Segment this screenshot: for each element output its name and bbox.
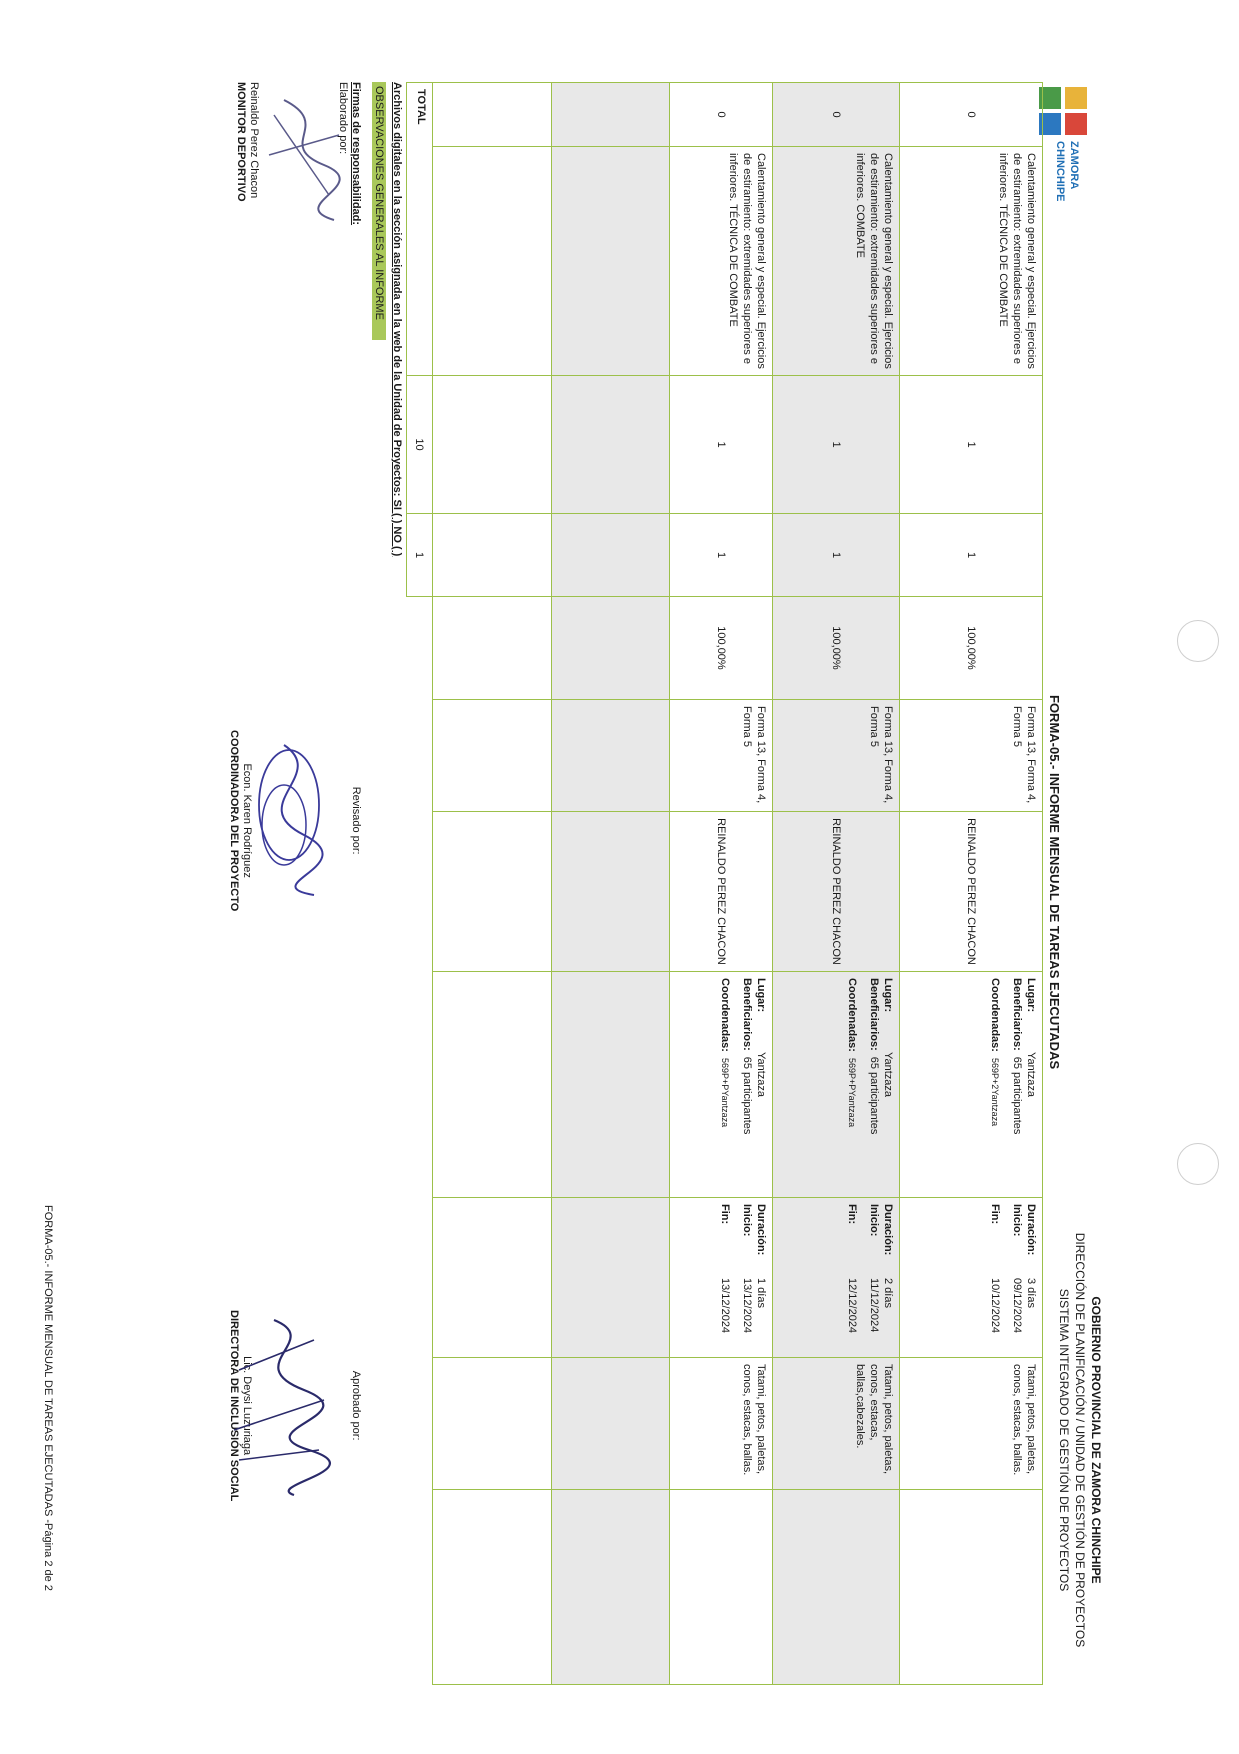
logo-text-top: ZAMORA (1068, 141, 1080, 190)
duracion-label: Duración: (1025, 1204, 1037, 1256)
aprobado-role: DIRECTORA DE INCLUSIÓN SOCIAL (228, 1310, 240, 1502)
forms-cell: Forma 13, Forma 4, Forma 5 (773, 700, 900, 812)
row-index: 0 (900, 83, 1043, 147)
fin-value: 10/12/2024 (989, 1278, 1001, 1334)
inicio-value: 09/12/2024 (1011, 1278, 1023, 1334)
row-index: 0 (773, 83, 900, 147)
inicio-label: Inicio: (868, 1204, 880, 1237)
lugar-value: Yantzaza (755, 1052, 767, 1098)
aprobado-signature-icon (229, 1310, 334, 1500)
forms-cell: Forma 13, Forma 4, Forma 5 (900, 700, 1043, 812)
fin-value: 12/12/2024 (846, 1278, 858, 1334)
executed-cell: 1 (670, 514, 773, 597)
coordenadas-value: 569P+PYantzaza (720, 1057, 730, 1128)
executed-cell: 1 (900, 514, 1043, 597)
fin-label: Fin: (846, 1204, 858, 1225)
lugar-value: Yantzaza (882, 1052, 894, 1098)
table-row-empty (433, 83, 552, 1685)
materials-cell: Tatami, petos, paletas, conos, estacas, ballas. (670, 1358, 773, 1490)
aprobado-label: Aprobado por: (350, 1370, 362, 1441)
activity-cell: Calentamiento general y especial. Ejercicios de estiramiento: extremidades superiores e inferiores. TÉCNICA DE COMBATE (670, 147, 773, 376)
row-index: 0 (670, 83, 773, 147)
location-cell (900, 972, 1043, 1198)
beneficiarios-label: Beneficiarios: (868, 978, 880, 1051)
lugar-label: Lugar: (1025, 978, 1037, 1013)
total-planned: 10 (407, 376, 433, 514)
materials-cell: Tatami, petos, paletas, conos, estacas, ballas. (900, 1358, 1043, 1490)
header-dept: DIRECCIÓN DE PLANIFICACIÓN / UNIDAD DE GESTIÓN DE PROYECTOS (1073, 1232, 1087, 1648)
logo-text-bottom: CHINCHIPE (1054, 141, 1066, 202)
total-label: TOTAL (407, 83, 433, 376)
coordenadas-label: Coordenadas: (719, 978, 731, 1052)
table-row (900, 83, 1043, 1685)
archivos-digitales: Archivos digitales en la sección asignada en la web de la Unidad de Proyectos: SI ( ) NO ( ) (391, 82, 403, 557)
form-title: FORMA-05.- INFORME MENSUAL DE TAREAS EJECUTADAS (1047, 695, 1062, 1070)
header-gov: GOBIERNO PROVINCIAL DE ZAMORA CHINCHIPE (1089, 1296, 1103, 1584)
coordenadas-label: Coordenadas: (846, 978, 858, 1052)
activity-cell: Calentamiento general y especial. Ejercicios de estiramiento: extremidades superiores e inferiores. COMBATE (773, 147, 900, 376)
totals-row (407, 83, 433, 1685)
empty-cell (670, 1490, 773, 1685)
header-system: SISTEMA INTEGRADO DE GESTIÓN DE PROYECTOS (1057, 1288, 1071, 1592)
elaborado-signature-icon (264, 95, 344, 225)
responsible-cell: REINALDO PEREZ CHACON (773, 812, 900, 972)
percent-cell: 100,00% (670, 597, 773, 700)
duracion-label: Duración: (755, 1204, 767, 1256)
inicio-value: 13/12/2024 (741, 1278, 753, 1334)
revisado-signature-icon (239, 735, 334, 905)
inicio-label: Inicio: (741, 1204, 753, 1237)
punch-hole (1177, 1143, 1219, 1185)
responsible-cell: REINALDO PEREZ CHACON (900, 812, 1043, 972)
beneficiarios-label: Beneficiarios: (1011, 978, 1023, 1051)
page-footer: FORMA-05.- INFORME MENSUAL DE TAREAS EJECUTADAS -Página 2 de 2 (42, 1205, 54, 1591)
punch-hole (1177, 620, 1219, 662)
table-row (773, 83, 900, 1685)
duracion-label: Duración: (882, 1204, 894, 1256)
planned-cell: 1 (670, 376, 773, 514)
elaborado-name: Reinaldo Perez Chacon (248, 82, 260, 199)
revisado-role: COORDINADORA DEL PROYECTO (228, 730, 240, 912)
coordenadas-value: 569P+PYantzaza (847, 1057, 857, 1128)
beneficiarios-value: 65 participantes (868, 1056, 880, 1135)
table-row-empty (552, 83, 670, 1685)
revisado-label: Revisado por: (350, 786, 362, 855)
location-cell (773, 972, 900, 1198)
coordenadas-label: Coordenadas: (989, 978, 1001, 1052)
inicio-value: 11/12/2024 (868, 1278, 880, 1333)
duracion-value: 1 días (755, 1278, 767, 1308)
beneficiarios-value: 65 participantes (1011, 1056, 1023, 1135)
beneficiarios-label: Beneficiarios: (741, 978, 753, 1051)
empty-cell (773, 1490, 900, 1685)
beneficiarios-value: 65 participantes (741, 1056, 753, 1135)
lugar-label: Lugar: (755, 978, 767, 1013)
percent-cell: 100,00% (773, 597, 900, 700)
header (1056, 1180, 1104, 1700)
location-cell (670, 972, 773, 1198)
inicio-label: Inicio: (1011, 1204, 1023, 1237)
fin-label: Fin: (719, 1204, 731, 1225)
observaciones-bar: OBSERVACIONES GENERALES AL INFORME (372, 82, 386, 340)
materials-cell: Tatami, petos, paletas, conos, estacas, ballas,cabezales. (773, 1358, 900, 1490)
duracion-value: 2 días (882, 1278, 894, 1308)
percent-cell: 100,00% (900, 597, 1043, 700)
fin-value: 13/12/2024 (719, 1278, 731, 1334)
total-executed: 1 (407, 514, 433, 597)
aprobado-name: Lic. Deysi Luzuriaga (241, 1356, 253, 1456)
executed-cell: 1 (773, 514, 900, 597)
planned-cell: 1 (900, 376, 1043, 514)
tasks-table (406, 82, 1043, 1685)
fin-label: Fin: (989, 1204, 1001, 1225)
elaborado-label: Elaborado por: (337, 82, 349, 155)
elaborado-role: MONITOR DEPORTIVO (235, 82, 247, 202)
lugar-label: Lugar: (882, 978, 894, 1013)
activity-cell: Calentamiento general y especial. Ejercicios de estiramiento: extremidades superiores e inferiores. TÉCNICA DE COMBATE (900, 147, 1043, 376)
province-logo-icon (1037, 85, 1089, 137)
revisado-name: Econ. Karen Rodríguez (241, 763, 253, 878)
duracion-value: 3 días (1025, 1278, 1037, 1308)
coordenadas-value: 569P+2Yantzaza (990, 1057, 1000, 1127)
forms-cell: Forma 13, Forma 4, Forma 5 (670, 700, 773, 812)
firmas-title: Firmas de responsabilidad: (350, 82, 362, 226)
dates-cell (773, 1198, 900, 1358)
table-row (670, 83, 773, 1685)
lugar-value: Yantzaza (1025, 1052, 1037, 1098)
empty-cell (900, 1490, 1043, 1685)
dates-cell (900, 1198, 1043, 1358)
planned-cell: 1 (773, 376, 900, 514)
responsible-cell: REINALDO PEREZ CHACON (670, 812, 773, 972)
dates-cell (670, 1198, 773, 1358)
